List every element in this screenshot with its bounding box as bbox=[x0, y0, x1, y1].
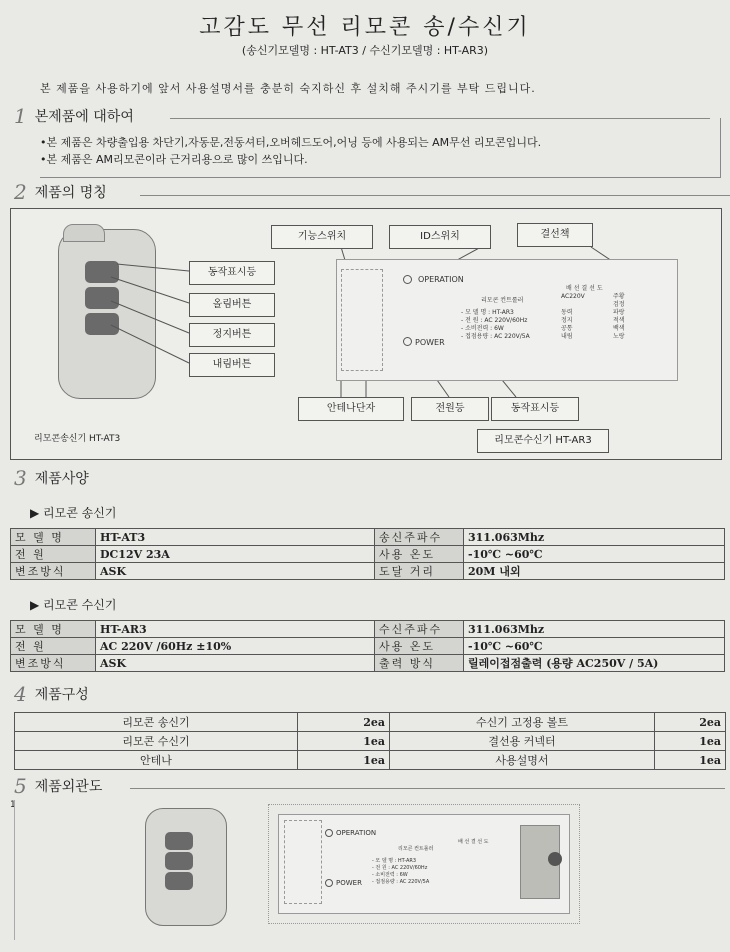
table-row bbox=[15, 751, 726, 770]
section-number: 5 bbox=[14, 774, 27, 798]
wiring-title: 배 선 결 선 도 bbox=[566, 285, 603, 292]
component-name: 결선용 커넥터 bbox=[390, 732, 655, 751]
board-controller-title: 리모콘 컨트롤러 bbox=[481, 297, 524, 304]
spec-value: HT-AT3 bbox=[96, 529, 375, 546]
spec-value: 311.063Mhz bbox=[464, 529, 725, 546]
exterior-dimension-frame bbox=[268, 804, 580, 924]
components-table bbox=[14, 712, 726, 770]
page-title: 고감도 무선 리모콘 송/수신기 bbox=[199, 15, 531, 40]
label-antenna-terminal: 안테나단자 bbox=[298, 397, 404, 421]
spec-value: -10℃ ~60℃ bbox=[464, 638, 725, 655]
component-name: 안테나 bbox=[15, 751, 298, 770]
board-power-label: POWER bbox=[415, 338, 445, 347]
section-1-rule bbox=[170, 118, 710, 119]
section-5-rule bbox=[130, 788, 725, 789]
label-up-button: 올림버튼 bbox=[189, 293, 275, 317]
component-name: 사용설명서 bbox=[390, 751, 655, 770]
table-row bbox=[11, 638, 725, 655]
bullet-item: •본 제품은 AM리모콘이라 근거리용으로 많이 쓰입니다. bbox=[40, 153, 308, 166]
rx-spec-table bbox=[10, 620, 725, 672]
spec-key: 사용 온도 bbox=[375, 638, 464, 655]
section-title: 본제품에 대하여 bbox=[34, 109, 134, 125]
label-stop-button: 정지버튼 bbox=[189, 323, 275, 347]
section-number: 4 bbox=[14, 682, 27, 706]
spec-line: - 전 원 : AC 220V/60Hz bbox=[372, 865, 428, 871]
spec-value: AC 220V /60Hz ±10% bbox=[96, 638, 375, 655]
wiring-item: 정지 bbox=[561, 317, 573, 324]
section-title: 제품사양 bbox=[34, 471, 89, 487]
spec-key: 전 원 bbox=[11, 546, 96, 563]
spec-key: 수신주파수 bbox=[375, 621, 464, 638]
exterior-remote-button bbox=[165, 872, 193, 890]
exterior-controller-title: 리모콘 컨트롤러 bbox=[398, 846, 434, 852]
wiring-item: 백색 bbox=[613, 325, 625, 332]
margin-mark: 1 bbox=[10, 800, 16, 810]
wiring-item: 내림 bbox=[561, 333, 573, 340]
wiring-right bbox=[613, 293, 625, 341]
board-spec-lines bbox=[461, 309, 530, 341]
component-name: 수신기 고정용 볼트 bbox=[390, 713, 655, 732]
table-row bbox=[11, 655, 725, 672]
wiring-item: 노랑 bbox=[613, 333, 625, 340]
section-2-rule bbox=[140, 195, 730, 196]
spec-key: 사용 온도 bbox=[375, 546, 464, 563]
spec-value: ASK bbox=[96, 563, 375, 580]
section-1-bullets bbox=[40, 134, 541, 168]
wiring-item: 주황 bbox=[613, 293, 625, 300]
label-id-switch: ID스위치 bbox=[389, 225, 491, 249]
bullet-item: •본 제품은 차량출입용 차단기,자동문,전동셔터,오버헤드도어,어닝 등에 사용되는 AM무선 리모콘입니다. bbox=[40, 136, 542, 149]
component-qty: 1ea bbox=[655, 732, 726, 751]
terminal-block bbox=[341, 269, 383, 371]
spec-value: 20M 내외 bbox=[464, 563, 725, 580]
section-1-side-rule bbox=[720, 118, 721, 178]
section-3-heading bbox=[14, 466, 89, 490]
label-power-led: 전원등 bbox=[411, 397, 489, 421]
component-qty: 1ea bbox=[298, 751, 390, 770]
wiring-item: 검정 bbox=[613, 301, 625, 308]
wiring-item: 적색 bbox=[613, 317, 625, 324]
spec-key: 변조방식 bbox=[11, 563, 96, 580]
tx-caption: 리모콘송신기 HT-AT3 bbox=[34, 434, 121, 444]
table-row bbox=[15, 713, 726, 732]
exterior-remote-button bbox=[165, 852, 193, 870]
section-4-heading bbox=[14, 682, 89, 706]
wiring-item: 공통 bbox=[561, 325, 573, 332]
label-down-button: 내림버튼 bbox=[189, 353, 275, 377]
model-subtitle: (송신기모델명 : HT-AT3 / 수신기모델명 : HT-AR3) bbox=[241, 44, 489, 57]
section-2-heading bbox=[14, 180, 107, 204]
section-title: 제품외관도 bbox=[34, 779, 103, 795]
section-1-bottom-rule bbox=[40, 177, 720, 178]
tx-spec-table bbox=[10, 528, 725, 580]
label-wire-connect: 결선책 bbox=[517, 223, 593, 247]
table-row bbox=[11, 563, 725, 580]
section-number: 3 bbox=[14, 466, 27, 490]
exterior-power-label: POWER bbox=[336, 879, 362, 887]
tx-spec-heading: ▶ 리모콘 송신기 bbox=[30, 506, 117, 520]
exterior-operation-label: OPERATION bbox=[336, 829, 377, 837]
label-function-switch: 기능스위치 bbox=[271, 225, 373, 249]
table-row bbox=[11, 529, 725, 546]
naming-diagram bbox=[10, 208, 722, 460]
spec-key: 전 원 bbox=[11, 638, 96, 655]
spec-key: 모 델 명 bbox=[11, 621, 96, 638]
rx-spec-heading: ▶ 리모콘 수신기 bbox=[30, 598, 117, 612]
table-row bbox=[15, 732, 726, 751]
label-op-indicator: 동작표시등 bbox=[189, 261, 275, 285]
component-qty: 2ea bbox=[655, 713, 726, 732]
component-name: 리모콘 수신기 bbox=[15, 732, 298, 751]
wiring-item: AC220V bbox=[561, 293, 585, 300]
table-row bbox=[11, 621, 725, 638]
spec-line: - 모 델 명 : HT-AR3 bbox=[461, 309, 514, 316]
spec-value: 릴레이접점출력 (용량 AC250V / 5A) bbox=[464, 655, 725, 672]
section-title: 제품구성 bbox=[34, 687, 89, 703]
spec-key: 출력 방식 bbox=[375, 655, 464, 672]
spec-value: DC12V 23A bbox=[96, 546, 375, 563]
exterior-wiring-title: 배 선 결 선 도 bbox=[458, 839, 489, 845]
operation-led-icon bbox=[403, 275, 412, 284]
rx-caption: 리모콘수신기 HT-AR3 bbox=[477, 429, 609, 453]
spec-key: 도달 거리 bbox=[375, 563, 464, 580]
spec-line: - 접점용량 : AC 220V/5A bbox=[372, 879, 430, 885]
table-row bbox=[11, 546, 725, 563]
section-1-heading bbox=[14, 104, 134, 128]
label-op-led: 동작표시등 bbox=[491, 397, 579, 421]
wiring-item: 동력 bbox=[561, 309, 573, 316]
component-name: 리모콘 송신기 bbox=[15, 713, 298, 732]
spec-line: - 모 델 명 : HT-AR3 bbox=[372, 858, 417, 864]
section-title: 제품의 명칭 bbox=[34, 185, 107, 201]
component-qty: 1ea bbox=[298, 732, 390, 751]
wiring-item bbox=[561, 301, 585, 309]
spec-value: 311.063Mhz bbox=[464, 621, 725, 638]
section-number: 1 bbox=[14, 104, 27, 128]
spec-line: - 소비전력 : 6W bbox=[372, 872, 408, 878]
power-led-icon bbox=[403, 337, 412, 346]
wiring-item: 파랑 bbox=[613, 309, 625, 316]
section-5-side-rule bbox=[14, 800, 15, 940]
exterior-remote-button bbox=[165, 832, 193, 850]
section-5-heading bbox=[14, 774, 102, 798]
component-qty: 1ea bbox=[655, 751, 726, 770]
spec-line: - 접점용량 : AC 220V/5A bbox=[461, 333, 530, 340]
wiring-left bbox=[561, 293, 585, 341]
spec-key: 변조방식 bbox=[11, 655, 96, 672]
section-number: 2 bbox=[14, 180, 27, 204]
board-operation-label: OPERATION bbox=[418, 275, 464, 284]
spec-value: ASK bbox=[96, 655, 375, 672]
spec-line: - 전 원 : AC 220V/60Hz bbox=[461, 317, 528, 324]
spec-key: 모 델 명 bbox=[11, 529, 96, 546]
component-qty: 2ea bbox=[298, 713, 390, 732]
spec-line: - 소비전력 : 6W bbox=[461, 325, 504, 332]
spec-value: -10℃ ~60℃ bbox=[464, 546, 725, 563]
spec-value: HT-AR3 bbox=[96, 621, 375, 638]
spec-key: 송신주파수 bbox=[375, 529, 464, 546]
intro-text: 본 제품을 사용하기에 앞서 사용설명서를 충분히 숙지하신 후 설치해 주시기를 부탁 드립니다. bbox=[40, 82, 536, 95]
